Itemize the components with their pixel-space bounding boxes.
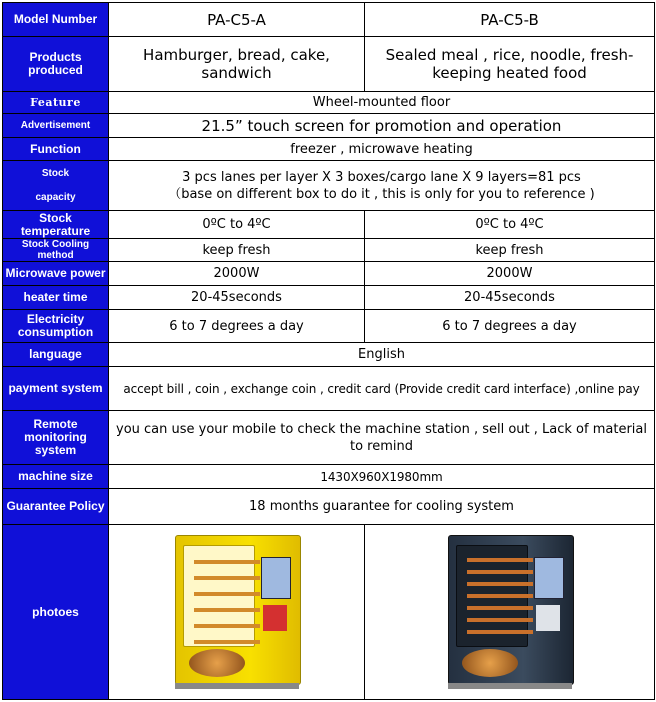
label-advertisement: Advertisement	[3, 114, 109, 138]
label-microwave-power: Microwave power	[3, 262, 109, 286]
label-function: Function	[3, 138, 109, 161]
vending-machine-b-image	[448, 535, 572, 689]
label-feature: Feature	[3, 92, 109, 114]
label-language: language	[3, 343, 109, 367]
row-products	[3, 37, 655, 92]
language-value: English	[109, 343, 655, 367]
electricity-b: 6 to 7 degrees a day	[365, 310, 655, 343]
payment-value: accept bill , coin , exchange coin , credit card (Provide credit card interface) ,online pay	[109, 367, 655, 411]
label-payment: payment system	[3, 367, 109, 411]
label-stock-capacity	[3, 161, 109, 211]
photo-b	[365, 525, 655, 700]
label-photos: photoes	[3, 525, 109, 700]
row-language	[3, 343, 655, 367]
row-model	[3, 3, 655, 37]
feature-value: Wheel-mounted floor	[109, 92, 655, 114]
label-stock: Stock	[41, 167, 70, 179]
remote-value: you can use your mobile to check the machine station , sell out , Lack of material to remind	[109, 411, 655, 465]
photo-a	[109, 525, 365, 700]
row-stock-capacity	[3, 161, 655, 211]
stock-capacity-line1: 3 pcs lanes per layer X 3 boxes/cargo lane X 9 layers=81 pcs	[182, 169, 581, 185]
electricity-a: 6 to 7 degrees a day	[109, 310, 365, 343]
label-electricity: Electricity consumption	[3, 310, 109, 343]
row-guarantee	[3, 489, 655, 525]
label-cooling-method: Stock Cooling method	[3, 239, 109, 262]
stock-temperature-a: 0ºC to 4ºC	[109, 211, 365, 239]
label-products: Products produced	[3, 37, 109, 92]
guarantee-value: 18 months guarantee for cooling system	[109, 489, 655, 525]
model-b: PA-C5-B	[365, 3, 655, 37]
label-model-number: Model Number	[3, 3, 109, 37]
size-value: 1430X960X1980mm	[109, 465, 655, 489]
microwave-b: 2000W	[365, 262, 655, 286]
cooling-b: keep fresh	[365, 239, 655, 262]
row-microwave	[3, 262, 655, 286]
function-value: freezer , microwave heating	[109, 138, 655, 161]
label-stock-temperature: Stock temperature	[3, 211, 109, 239]
label-guarantee: Guarantee Policy	[3, 489, 109, 525]
row-remote	[3, 411, 655, 465]
row-cooling	[3, 239, 655, 262]
label-heater-time: heater time	[3, 286, 109, 310]
heater-a: 20-45seconds	[109, 286, 365, 310]
spec-table	[2, 2, 655, 700]
advertisement-value: 21.5” touch screen for promotion and operation	[109, 114, 655, 138]
row-payment	[3, 367, 655, 411]
stock-capacity-value	[109, 161, 655, 211]
row-size	[3, 465, 655, 489]
cooling-a: keep fresh	[109, 239, 365, 262]
products-b: Sealed meal , rice, noodle, fresh-keeping heated food	[365, 37, 655, 92]
row-heater	[3, 286, 655, 310]
stock-capacity-line2: （base on different box to do it , this is only for you to reference )	[168, 186, 595, 202]
row-advertisement	[3, 114, 655, 138]
row-feature	[3, 92, 655, 114]
label-machine-size: machine size	[3, 465, 109, 489]
label-capacity: capacity	[35, 192, 76, 204]
row-function	[3, 138, 655, 161]
stock-temperature-b: 0ºC to 4ºC	[365, 211, 655, 239]
row-electricity	[3, 310, 655, 343]
vending-machine-a-image	[175, 535, 299, 689]
microwave-a: 2000W	[109, 262, 365, 286]
heater-b: 20-45seconds	[365, 286, 655, 310]
row-stock-temperature	[3, 211, 655, 239]
products-a: Hamburger, bread, cake, sandwich	[109, 37, 365, 92]
model-a: PA-C5-A	[109, 3, 365, 37]
row-photos	[3, 525, 655, 700]
label-remote: Remote monitoring system	[3, 411, 109, 465]
